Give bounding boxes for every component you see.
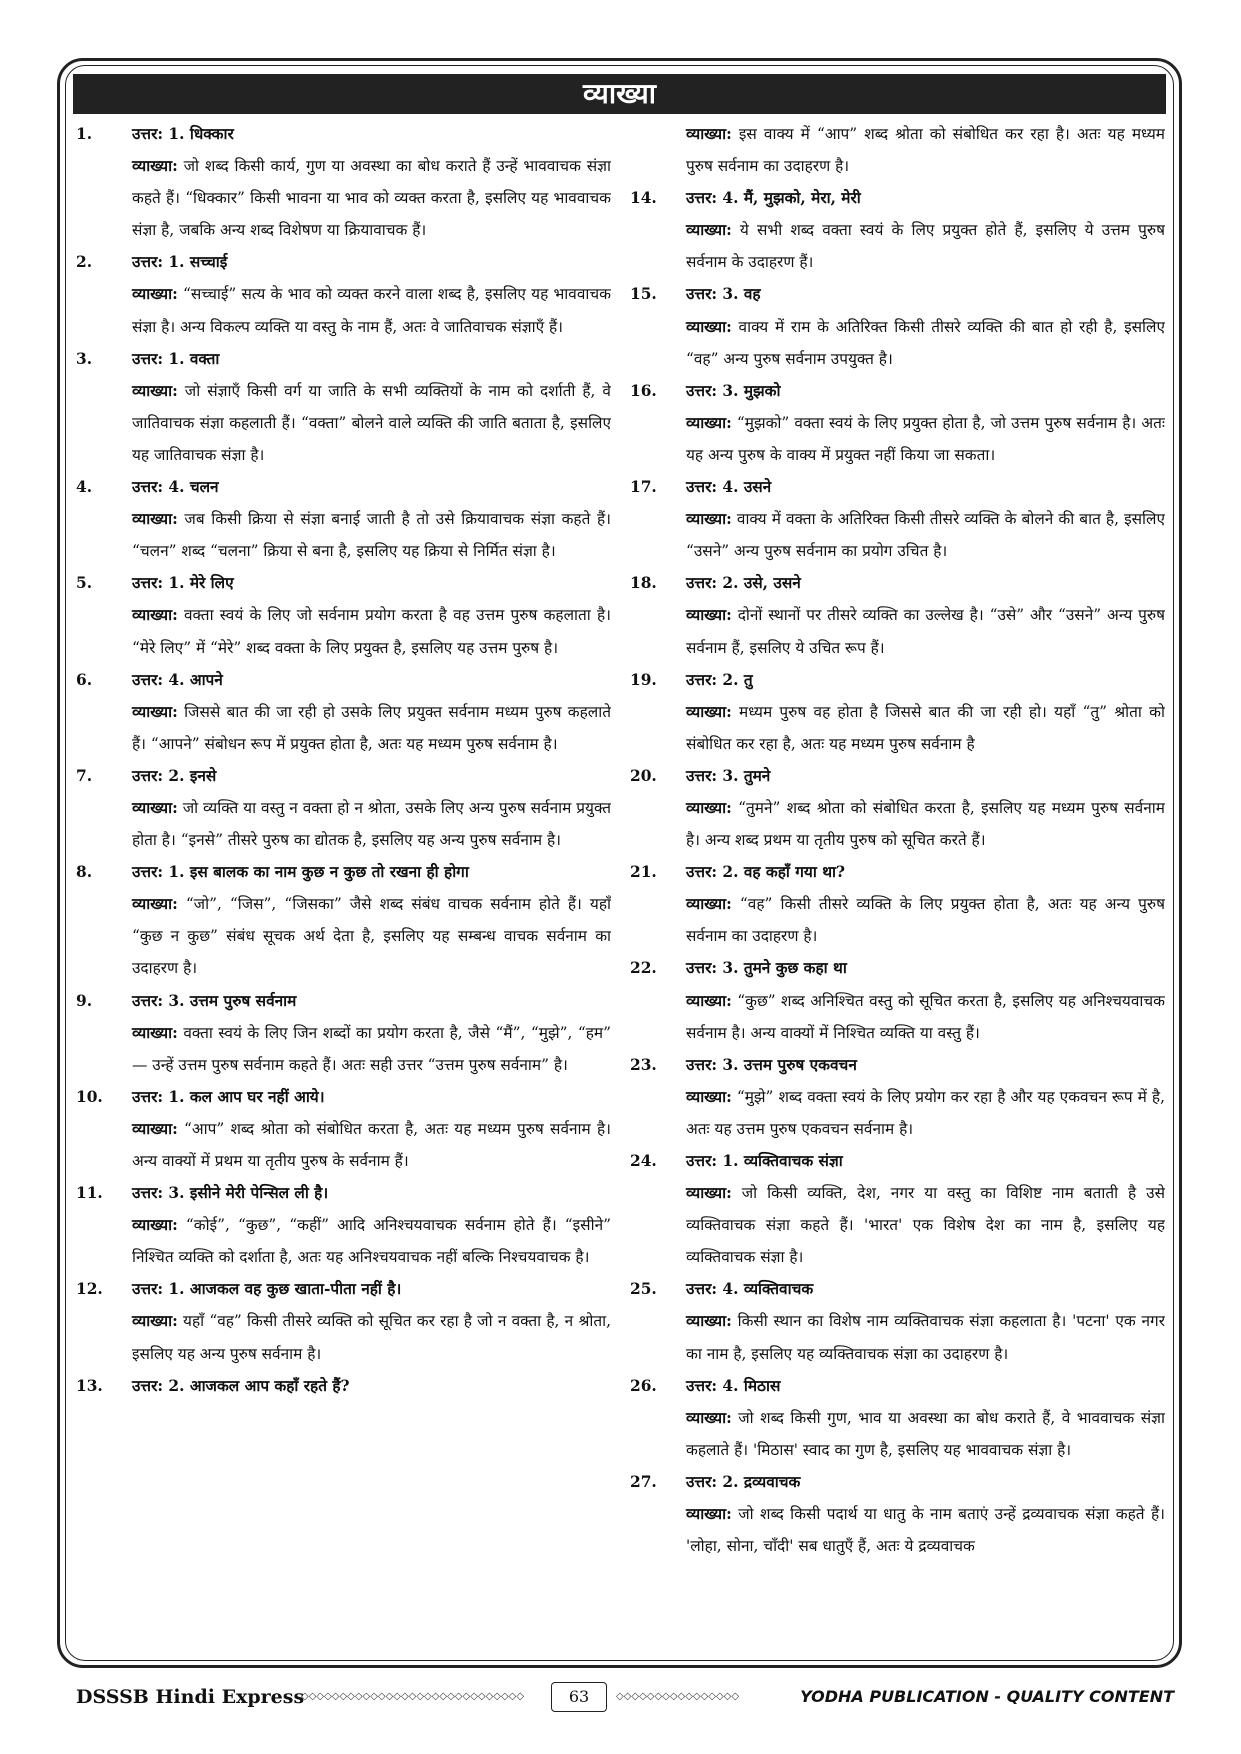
explanation-label: व्याख्या: [132, 510, 178, 529]
answer-text: उत्तर: 1. कल आप घर नहीं आये। [132, 1087, 325, 1106]
question-number: 15. [630, 285, 657, 304]
explanation-text: वक्ता स्वयं के लिए जिन शब्दों का प्रयोग करता है, जैसे “मैं”, “मुझे”, “हम” — उन्हें उत्तम पुरुष सर्वनाम कहते हैं। अतः सही उत्तर “उत्तम पुरुष सर्वनाम” है। [132, 1023, 611, 1074]
answer-item [630, 952, 1165, 1048]
explanation [76, 792, 611, 856]
answer-item [630, 375, 1165, 471]
answer-item [76, 760, 611, 856]
answer-text: उत्तर: 3. तुमने कुछ कहा था [686, 959, 847, 978]
explanation-text: यहाँ “वह” किसी तीसरे व्यक्ति को सूचित कर रहा है जो न वक्ता है, न श्रोता, इसलिए यह अन्य पुरुष सर्वनाम है। [132, 1312, 611, 1363]
footer-dots-right: ◇◇◇◇◇◇◇◇◇◇◇◇◇◇◇◇ [616, 1691, 740, 1702]
explanation-text: दोनों स्थानों पर तीसरे व्यक्ति का उल्लेख है। “उसे” और “उसने” अन्य पुरुष सर्वनाम हैं, इसलिए ये उचित रूप हैं। [686, 606, 1165, 657]
question-number: 18. [630, 574, 657, 593]
answer-line [630, 375, 1165, 407]
question-number: 3. [76, 349, 93, 368]
answer-text: उत्तर: 1. सच्चाई [132, 253, 228, 272]
explanation-text: “मुझको” वक्ता स्वयं के लिए प्रयुक्त होता है, जो उत्तम पुरुष सर्वनाम है। अतः यह अन्य पुरुष के वाक्य में प्रयुक्त नहीं किया जा सकता। [686, 413, 1165, 464]
explanation-label: व्याख्या: [686, 317, 732, 336]
question-number: 17. [630, 478, 657, 497]
explanation-label: व्याख्या: [132, 1119, 178, 1138]
explanation [76, 599, 611, 663]
explanation-label: व्याख्या: [686, 702, 732, 721]
question-number: 22. [630, 959, 657, 978]
answer-text: उत्तर: 1. व्यक्तिवाचक संज्ञा [686, 1152, 843, 1170]
explanation-label: व्याख्या: [132, 285, 178, 304]
explanation-text: जो शब्द किसी गुण, भाव या अवस्था का बोध कराते हैं, वे भाववाचक संज्ञा कहलाते हैं। 'मिठास' स्वाद का गुण है, इसलिए यह भाववाचक संज्ञा है। [686, 1408, 1165, 1459]
question-number: 21. [630, 863, 657, 882]
answer-item [630, 1049, 1165, 1145]
answer-line [76, 664, 611, 696]
explanation-label: व्याख्या: [132, 606, 178, 625]
left-column [76, 118, 611, 1658]
explanation-label: व्याख्या: [686, 606, 732, 625]
answer-line [76, 1273, 611, 1305]
answer-text: उत्तर: 4. मिठास [686, 1376, 781, 1395]
answer-line [630, 952, 1165, 984]
explanation [76, 1209, 611, 1273]
explanation-label: व्याख्या: [686, 991, 732, 1010]
explanation-label: व्याख्या: [686, 1312, 732, 1331]
explanation [630, 696, 1165, 760]
answer-line [630, 1049, 1165, 1081]
answer-text: उत्तर: 4. उसने [686, 478, 772, 497]
answer-item [76, 343, 611, 471]
explanation [630, 1498, 1165, 1562]
question-number: 5. [76, 574, 93, 593]
footer-dots-left: ◇◇◇◇◇◇◇◇◇◇◇◇◇◇◇◇◇◇◇◇◇◇◇◇◇◇◇◇◇ [301, 1691, 525, 1702]
answer-line [630, 182, 1165, 214]
answer-line [630, 1273, 1165, 1305]
explanation [630, 599, 1165, 663]
page-number: 63 [551, 1682, 607, 1712]
explanation [76, 1305, 611, 1369]
explanation-text: “आप” शब्द श्रोता को संबोधित करता है, अतः यह मध्यम पुरुष सर्वनाम है। अन्य वाक्यों में प्रथम या तृतीय पुरुष के सर्वनाम हैं। [132, 1119, 611, 1170]
answer-item [76, 985, 611, 1081]
answer-line [630, 1370, 1165, 1402]
answer-line [76, 118, 611, 150]
explanation-label: व्याख्या: [132, 1023, 178, 1042]
answer-text: उत्तर: 2. वह कहाँ गया था? [686, 863, 846, 882]
answer-line [630, 1145, 1165, 1177]
answer-text: उत्तर: 1. आजकल वह कुछ खाता-पीता नहीं है। [132, 1280, 402, 1299]
answer-item [76, 1273, 611, 1369]
answer-text: उत्तर: 4. मैं, मुझको, मेरा, मेरी [686, 189, 861, 208]
question-number: 23. [630, 1055, 657, 1074]
question-number: 16. [630, 381, 657, 400]
answer-text: उत्तर: 4. चलन [132, 478, 219, 497]
answer-text: उत्तर: 4. आपने [132, 670, 223, 689]
question-number: 26. [630, 1376, 657, 1395]
explanation-text: जिससे बात की जा रही हो उसके लिए प्रयुक्त सर्वनाम मध्यम पुरुष कहलाते हैं। “आपने” संबोधन रूप में प्रयुक्त होता है, अतः यह मध्यम पुरुष सर्वनाम है। [132, 702, 611, 753]
question-number: 13. [76, 1376, 103, 1395]
question-number: 12. [76, 1280, 103, 1299]
question-number: 20. [630, 766, 657, 785]
answer-line [630, 760, 1165, 792]
answer-text: उत्तर: 2. उसे, उसने [686, 574, 801, 593]
right-column [630, 118, 1165, 1658]
section-title: व्याख्या [73, 74, 1166, 114]
answer-text: उत्तर: 3. इसीने मेरी पेन्सिल ली है। [132, 1184, 329, 1203]
answer-item [630, 1145, 1165, 1273]
answer-line [76, 856, 611, 888]
answer-line [76, 760, 611, 792]
explanation [76, 375, 611, 471]
answer-item [630, 856, 1165, 952]
answer-text: उत्तर: 1. वक्ता [132, 349, 220, 368]
explanation [630, 1402, 1165, 1466]
answer-text: उत्तर: 3. वह [686, 285, 761, 304]
explanation [630, 214, 1165, 278]
explanation-text: वक्ता स्वयं के लिए जो सर्वनाम प्रयोग करता है वह उत्तम पुरुष कहलाता है। “मेरे लिए” में “मेरे” शब्द वक्ता के लिए प्रयुक्त है, इसलिए यह उत्तम पुरुष है। [132, 606, 611, 657]
explanation [76, 696, 611, 760]
explanation-text: इस वाक्य में “आप” शब्द श्रोता को संबोधित कर रहा है। अतः यह मध्यम पुरुष सर्वनाम का उदाहरण है। [686, 125, 1165, 176]
answer-line [630, 567, 1165, 599]
explanation-label: व्याख्या: [686, 895, 732, 914]
answer-line [630, 278, 1165, 310]
explanation-text: जब किसी क्रिया से संज्ञा बनाई जाती है तो उसे क्रियावाचक संज्ञा कहते हैं। “चलन” शब्द “चलना” क्रिया से बना है, इसलिए यह क्रिया से निर्मित संज्ञा है। [132, 510, 611, 561]
explanation-text: वाक्य में राम के अतिरिक्त किसी तीसरे व्यक्ति की बात हो रही है, इसलिए “वह” अन्य पुरुष सर्वनाम उपयुक्त है। [686, 317, 1165, 368]
answer-text: उत्तर: 2. आजकल आप कहाँ रहते हैं? [132, 1376, 350, 1395]
answer-line [76, 1081, 611, 1113]
answer-item [630, 182, 1165, 278]
question-number: 1. [76, 125, 93, 143]
explanation-text: जो शब्द किसी पदार्थ या धातु के नाम बताएं उन्हें द्रव्यवाचक संज्ञा कहते हैं। 'लोहा, सोना, चाँदी' सब धातुएँ हैं, अतः ये द्रव्यवाचक [686, 1505, 1165, 1556]
explanation [630, 1305, 1165, 1369]
explanation-label: व्याख्या: [686, 510, 732, 529]
answer-line [76, 246, 611, 278]
answer-line [76, 567, 611, 599]
explanation-label: व्याख्या: [686, 1087, 732, 1106]
question-number: 19. [630, 670, 657, 689]
answer-line [630, 664, 1165, 696]
answer-item [76, 1370, 611, 1402]
question-number: 10. [76, 1087, 103, 1106]
explanation-label: व्याख्या: [686, 125, 732, 143]
answer-item [630, 278, 1165, 374]
explanation-text: वाक्य में वक्ता के अतिरिक्त किसी तीसरे व्यक्ति के बोलने की बात है, इसलिए “उसने” अन्य पुरुष सर्वनाम का प्रयोग उचित है। [686, 510, 1165, 561]
answer-text: उत्तर: 2. तु [686, 670, 753, 689]
explanation [76, 1017, 611, 1081]
explanation-label: व्याख्या: [132, 1216, 178, 1235]
explanation [76, 278, 611, 342]
answer-text: उत्तर: 2. इनसे [132, 766, 217, 785]
answer-line [76, 1177, 611, 1209]
explanation-text: मध्यम पुरुष वह होता है जिससे बात की जा रही हो। यहाँ “तु” श्रोता को संबोधित कर रहा है, अतः यह मध्यम पुरुष सर्वनाम है [686, 702, 1165, 753]
explanation [76, 888, 611, 984]
explanation-text: जो शब्द किसी कार्य, गुण या अवस्था का बोध कराते हैं उन्हें भाववाचक संज्ञा कहते हैं। “धिक्कार” किसी भावना या भाव को व्यक्त करता है, इसलिए यह भाववाचक संज्ञा है, जबकि अन्य शब्द विशेषण या क्रियावाचक हैं। [132, 157, 611, 240]
answer-line [630, 856, 1165, 888]
question-number: 14. [630, 189, 657, 208]
answer-item [630, 760, 1165, 856]
answer-item [76, 246, 611, 342]
explanation-text: “तुमने” शब्द श्रोता को संबोधित करता है, इसलिए यह मध्यम पुरुष सर्वनाम है। अन्य शब्द प्रथम या तृतीय पुरुष को सूचित करते हैं। [686, 798, 1165, 850]
answer-item [630, 1370, 1165, 1466]
answer-item [76, 471, 611, 567]
answer-item [630, 471, 1165, 567]
answer-text: उत्तर: 3. मुझको [686, 381, 781, 400]
explanation-label: व्याख्या: [132, 1312, 178, 1331]
question-number: 27. [630, 1472, 657, 1491]
question-number: 6. [76, 670, 93, 689]
question-number: 4. [76, 478, 93, 497]
explanation [630, 503, 1165, 567]
page-footer [76, 1682, 1174, 1712]
answer-item [76, 1081, 611, 1177]
question-number: 2. [76, 253, 93, 272]
answer-text: उत्तर: 3. उत्तम पुरुष एकवचन [686, 1055, 857, 1074]
answer-item [630, 664, 1165, 760]
answer-item [630, 1466, 1165, 1562]
explanation [630, 311, 1165, 375]
explanation-label: व्याख्या: [686, 1184, 732, 1203]
explanation-text: “मुझे” शब्द वक्ता स्वयं के लिए प्रयोग कर रहा है और यह एकवचन रूप में है, अतः यह उत्तम पुरुष एकवचन सर्वनाम है। [686, 1087, 1165, 1138]
answer-text: उत्तर: 1. मेरे लिए [132, 574, 234, 593]
explanation-label: व्याख्या: [132, 895, 178, 914]
answer-line [76, 343, 611, 375]
explanation [76, 150, 611, 246]
answer-text: उत्तर: 1. इस बालक का नाम कुछ न कुछ तो रखना ही होगा [132, 863, 469, 882]
explanation [630, 792, 1165, 856]
answer-item [76, 567, 611, 663]
explanation-label: व्याख्या: [686, 798, 732, 817]
explanation-text: “कोई”, “कुछ”, “कहीं” आदि अनिश्चयवाचक सर्वनाम होते हैं। “इसीने” निश्चित व्यक्ति को दर्शाता है, अतः यह अनिश्चयवाचक नहीं बल्कि निश्चयवाचक है। [132, 1216, 611, 1267]
question-number: 8. [76, 863, 93, 882]
explanation-text: ये सभी शब्द वक्ता स्वयं के लिए प्रयुक्त होते हैं, इसलिए ये उत्तम पुरुष सर्वनाम के उदाहरण हैं। [686, 221, 1165, 272]
explanation [630, 407, 1165, 471]
answer-text: उत्तर: 2. द्रव्यवाचक [686, 1472, 801, 1491]
explanation-label: व्याख्या: [132, 381, 178, 400]
answer-item [630, 567, 1165, 663]
explanation-label: व्याख्या: [132, 157, 178, 176]
explanation-label: व्याख्या: [686, 1505, 732, 1524]
explanation-text: “कुछ” शब्द अनिश्चित वस्तु को सूचित करता है, इसलिए यह अनिश्चयवाचक सर्वनाम है। अन्य वाक्यों में निश्चित व्यक्ति या वस्तु हैं। [686, 991, 1165, 1042]
explanation-text: जो संज्ञाएँ किसी वर्ग या जाति के सभी व्यक्तियों के नाम को दर्शाती हैं, वे जातिवाचक संज्ञा कहलाती हैं। “वक्ता” बोलने वाले व्यक्ति की जाति बताता है, इसलिए यह जातिवाचक संज्ञा है। [132, 381, 611, 464]
answer-item [76, 664, 611, 760]
answer-text: उत्तर: 4. व्यक्तिवाचक [686, 1280, 814, 1299]
explanation [76, 1113, 611, 1177]
answer-text: उत्तर: 3. उत्तम पुरुष सर्वनाम [132, 991, 297, 1010]
question-number: 24. [630, 1152, 657, 1170]
answer-text: उत्तर: 3. तुमने [686, 766, 771, 785]
explanation [630, 888, 1165, 952]
answer-line [76, 985, 611, 1017]
question-number: 7. [76, 766, 93, 785]
explanation-label: व्याख्या: [132, 798, 178, 817]
explanation [630, 1081, 1165, 1145]
answer-text: उत्तर: 1. धिक्कार [132, 125, 234, 143]
explanation-text: “जो”, “जिस”, “जिसका” जैसे शब्द संबंध वाचक सर्वनाम होते हैं। यहाँ “कुछ न कुछ” संबंध सूचक अर्थ देता है, इसलिए यह सम्बन्ध वाचक सर्वनाम का उदाहरण है। [132, 895, 611, 978]
answer-item [76, 856, 611, 984]
answer-line [76, 1370, 611, 1402]
explanation-text: जो किसी व्यक्ति, देश, नगर या वस्तु का विशिष्ट नाम बताती है उसे व्यक्तिवाचक संज्ञा कहते हैं। 'भारत' एक विशेष देश का नाम है, इसलिए यह व्यक्तिवाचक संज्ञा है। [686, 1184, 1165, 1267]
question-number: 11. [76, 1184, 103, 1203]
explanation-label: व्याख्या: [686, 221, 732, 240]
explanation-text: “वह” किसी तीसरे व्यक्ति के लिए प्रयुक्त होता है, अतः यह अन्य पुरुष सर्वनाम का उदाहरण है। [686, 895, 1165, 946]
question-number: 9. [76, 991, 93, 1010]
question-number: 25. [630, 1280, 657, 1299]
explanation-label: व्याख्या: [686, 1408, 732, 1427]
explanation-text: जो व्यक्ति या वस्तु न वक्ता हो न श्रोता, उसके लिए अन्य पुरुष सर्वनाम प्रयुक्त होता है। “इनसे” तीसरे पुरुष का द्योतक है, इसलिए यह अन्य पुरुष सर्वनाम है। [132, 798, 611, 850]
footer-publisher: YODHA PUBLICATION - QUALITY CONTENT [800, 1687, 1174, 1706]
answer-item [630, 1273, 1165, 1369]
answer-item [76, 118, 611, 246]
answer-item [76, 1177, 611, 1273]
answer-line [630, 471, 1165, 503]
explanation-label: व्याख्या: [686, 413, 732, 432]
answer-line [76, 471, 611, 503]
explanation [76, 503, 611, 567]
explanation [630, 985, 1165, 1049]
continued-explanation [630, 118, 1165, 182]
explanation-text: किसी स्थान का विशेष नाम व्यक्तिवाचक संज्ञा कहलाता है। 'पटना' एक नगर का नाम है, इसलिए यह व्यक्तिवाचक संज्ञा का उदाहरण है। [686, 1312, 1165, 1363]
explanation-label: व्याख्या: [132, 702, 178, 721]
footer-brand: DSSSB Hindi Express [76, 1686, 305, 1708]
explanation-text: “सच्चाई” सत्य के भाव को व्यक्त करने वाला शब्द है, इसलिए यह भाववाचक संज्ञा है। अन्य विकल्प व्यक्ति या वस्तु के नाम हैं, अतः वे जातिवाचक संज्ञाएँ हैं। [132, 285, 611, 336]
answer-line [630, 1466, 1165, 1498]
explanation [630, 1177, 1165, 1273]
